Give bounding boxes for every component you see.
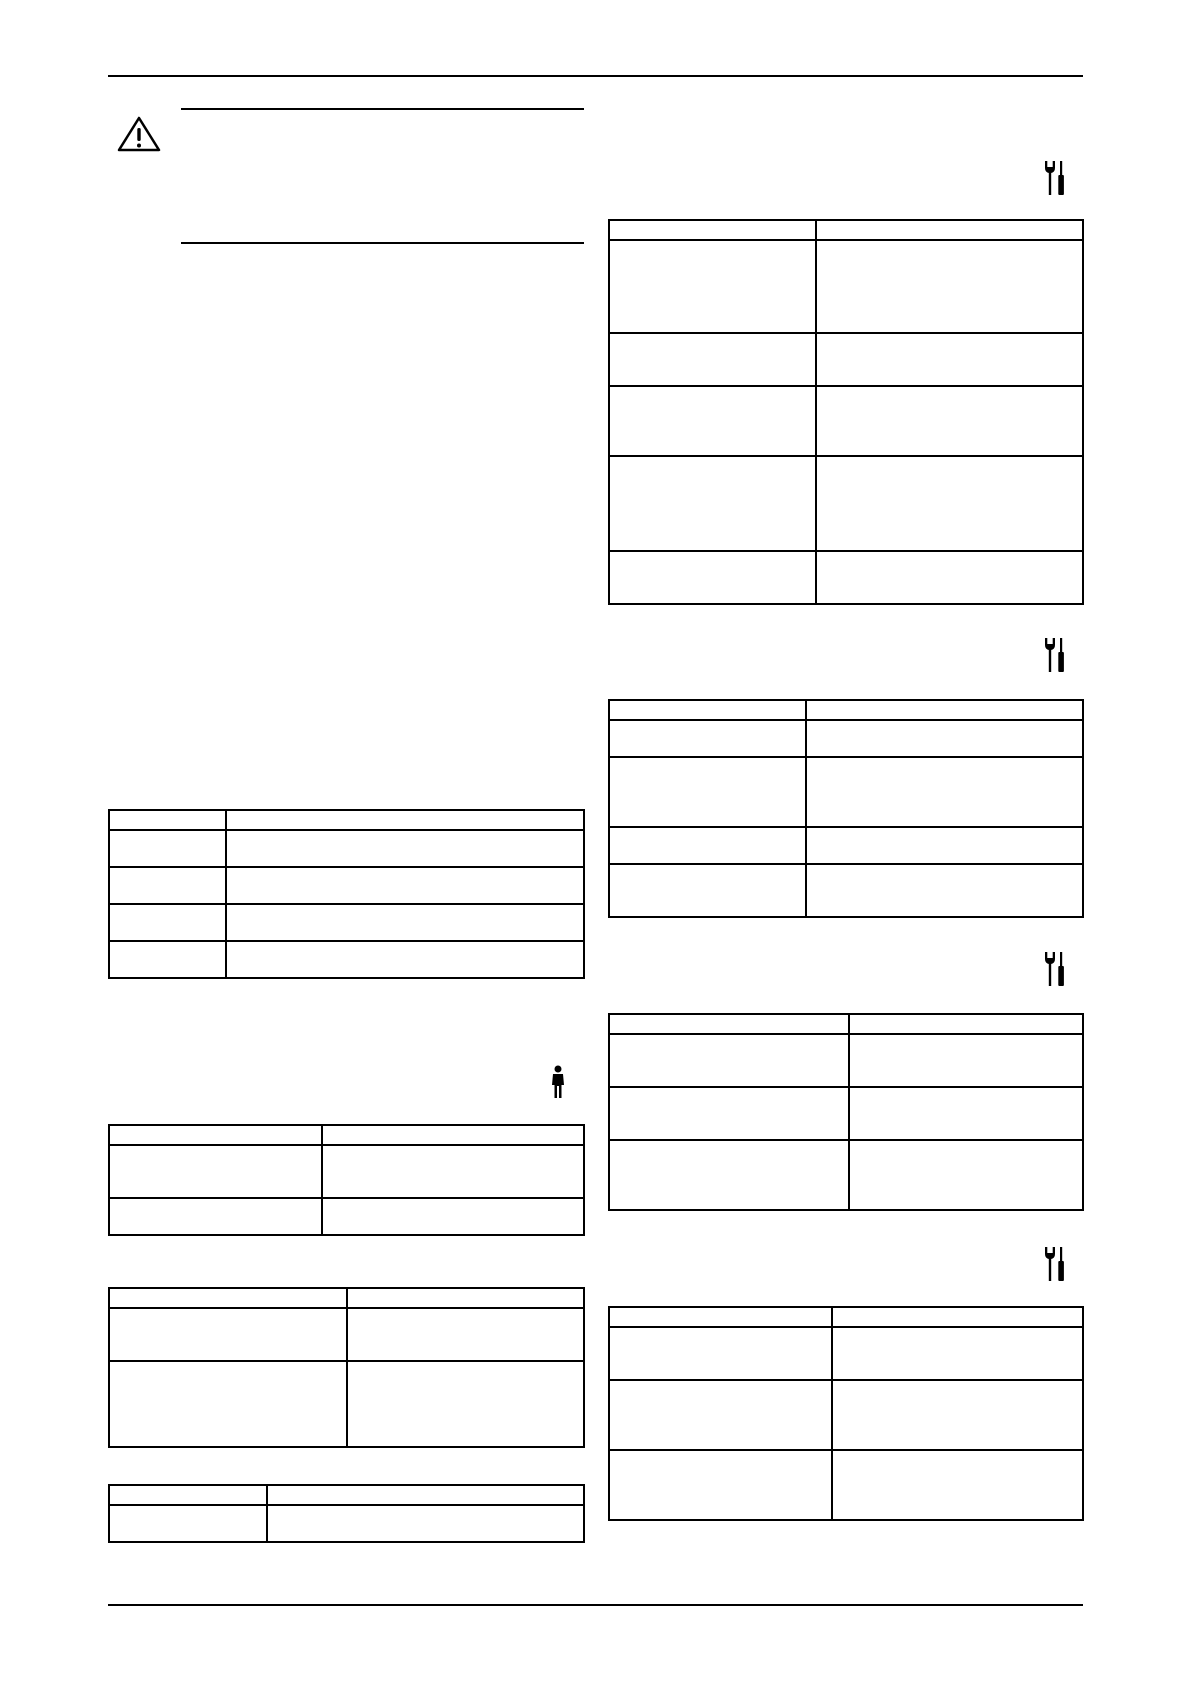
table-row [609,720,1083,757]
left-table-2 [108,1124,585,1236]
table-header-row [109,1485,584,1505]
table-row [609,456,1083,551]
wrench-screwdriver-icon [1044,951,1066,987]
table-row [609,757,1083,827]
table-row [109,867,584,904]
table-row [109,1308,584,1361]
warning-triangle-icon [117,116,161,152]
table-row [109,1505,584,1542]
footer-rule [108,1604,1083,1606]
table-row [609,1450,1083,1520]
wrench-screwdriver-icon [1044,637,1066,673]
right-table-4 [608,1306,1084,1521]
table-row [609,386,1083,456]
table-row [609,1380,1083,1450]
left-table-4 [108,1484,585,1543]
table-row [609,240,1083,333]
table-row [109,1361,584,1447]
warning-bottom-rule [181,242,584,244]
table-row [609,551,1083,604]
wrench-screwdriver-icon [1044,1246,1066,1282]
table-row [609,1327,1083,1380]
wrench-screwdriver-icon [1044,160,1066,196]
header-rule [108,75,1083,77]
table-row [609,864,1083,917]
table-row [109,1145,584,1198]
table-header-row [109,810,584,830]
table-row [609,1140,1083,1210]
table-header-row [609,700,1083,720]
table-row [609,827,1083,864]
table-row [609,1034,1083,1087]
table-row [609,1087,1083,1140]
table-row [109,830,584,867]
right-table-1 [608,219,1084,605]
warning-top-rule [181,108,584,110]
table-header-row [609,220,1083,240]
table-header-row [609,1307,1083,1327]
table-header-row [109,1288,584,1308]
table-row [109,904,584,941]
right-table-2 [608,699,1084,918]
table-header-row [109,1125,584,1145]
left-table-3 [108,1287,585,1448]
table-row [109,1198,584,1235]
left-table-1 [108,809,585,979]
right-table-3 [608,1013,1084,1211]
table-header-row [609,1014,1083,1034]
table-row [109,941,584,978]
table-row [609,333,1083,386]
person-icon [550,1065,566,1099]
